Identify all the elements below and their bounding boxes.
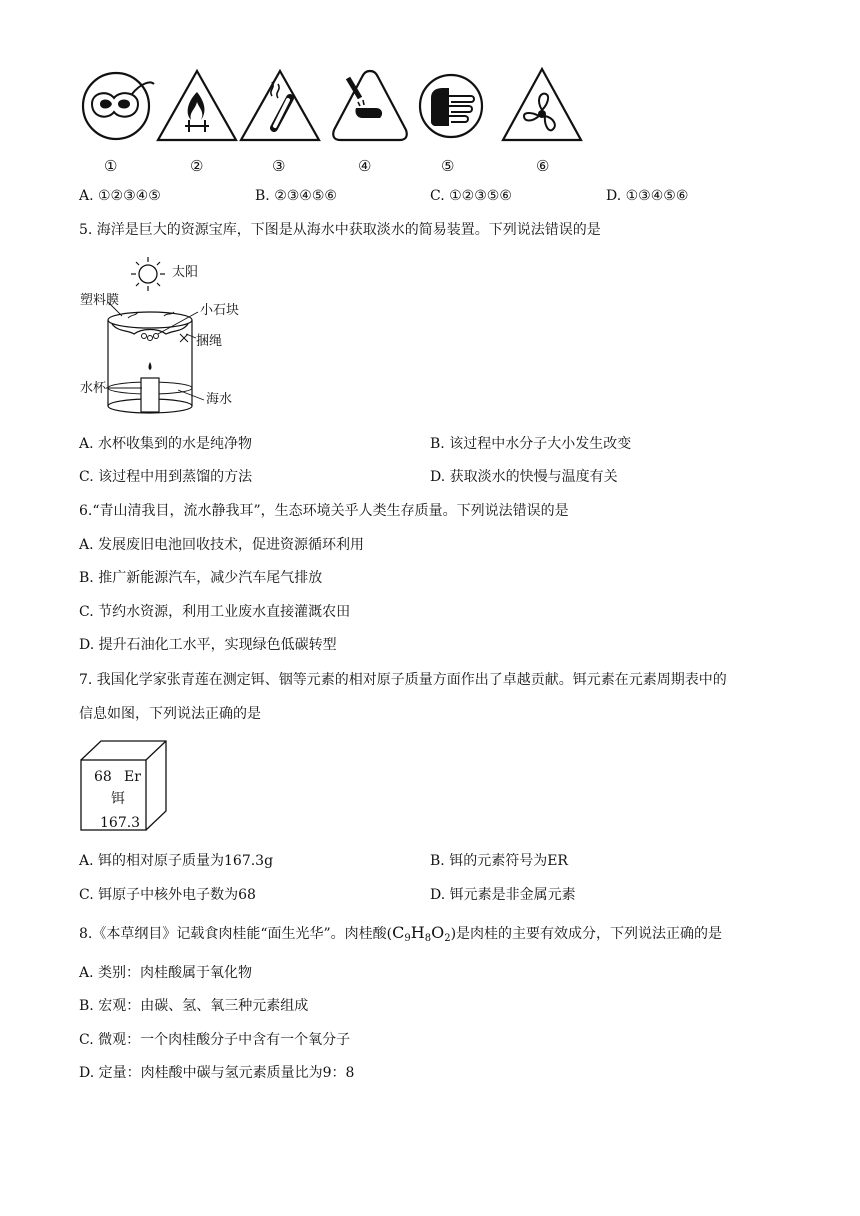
- q8-option-a[interactable]: A. 类别：肉桂酸属于氧化物: [79, 965, 253, 981]
- label-sea: 海水: [206, 392, 233, 407]
- sign-label-6: ⑥: [536, 157, 550, 175]
- label-sun: 太阳: [172, 265, 199, 280]
- q7-option-b[interactable]: B. 铒的元素符号为ER: [430, 853, 568, 869]
- hot-surface-icon: [238, 68, 322, 144]
- q6-option-a[interactable]: A. 发展废旧电池回收技术，促进资源循环利用: [79, 537, 365, 553]
- q8-option-c[interactable]: C. 微观：一个肉桂酸分子中含有一个氧分子: [79, 1032, 351, 1048]
- q4-option-d[interactable]: D. ①③④⑤⑥: [606, 188, 689, 204]
- q7-option-d[interactable]: D. 铒元素是非金属元素: [430, 887, 576, 903]
- sign-label-2: ②: [190, 157, 204, 175]
- q5-option-b[interactable]: B. 该过程中水分子大小发生改变: [430, 436, 632, 452]
- ventilation-icon: [500, 66, 584, 144]
- q6-option-b[interactable]: B. 推广新能源汽车，减少汽车尾气排放: [79, 570, 323, 586]
- q6-option-c[interactable]: C. 节约水资源，利用工业废水直接灌溉农田: [79, 604, 351, 620]
- cinnamic-acid-formula: $C_9H_8O_2$: [392, 923, 451, 944]
- q8-option-d[interactable]: D. 定量：肉桂酸中碳与氢元素质量比为9：8: [79, 1065, 355, 1081]
- q4-option-b[interactable]: B. ②③④⑤⑥: [255, 188, 337, 204]
- element-number: 68: [94, 769, 112, 785]
- q8-option-b[interactable]: B. 宏观：由碳、氢、氧三种元素组成: [79, 998, 309, 1014]
- sun-icon: [131, 257, 165, 291]
- q6-option-d[interactable]: D. 提升石油化工水平，实现绿色低碳转型: [79, 637, 337, 653]
- sign-label-1: ①: [104, 157, 118, 175]
- q8-stem: [79, 924, 722, 948]
- element-mass: 167.3: [100, 815, 141, 831]
- q4-option-a[interactable]: A. ①②③④⑤: [79, 188, 161, 204]
- label-film: 塑料膜: [80, 293, 120, 308]
- label-cup: 水杯: [80, 381, 107, 396]
- label-stone: 小石块: [200, 303, 240, 318]
- q8-stem-after: )是肉桂的主要有效成分，下列说法正确的是: [450, 926, 723, 942]
- flammable-icon: [155, 68, 239, 144]
- wash-hands-icon: [417, 70, 487, 142]
- q5-option-d[interactable]: D. 获取淡水的快慢与温度有关: [430, 469, 618, 485]
- q7-stem-line-2: 信息如图，下列说法正确的是: [79, 706, 261, 722]
- corrosive-icon: [330, 68, 410, 144]
- q6-stem: 6.“青山清我目，流水静我耳”，生态环境关乎人类生存质量。下列说法错误的是: [79, 503, 569, 519]
- element-name: 铒: [111, 791, 125, 807]
- label-rope: 捆绳: [196, 334, 223, 349]
- element-symbol: Er: [124, 769, 141, 785]
- no-eating-icon: [78, 70, 158, 142]
- q4-option-c[interactable]: C. ①②③⑤⑥: [430, 188, 512, 204]
- sign-label-5: ⑤: [441, 157, 455, 175]
- q5-option-c[interactable]: C. 该过程中用到蒸馏的方法: [79, 469, 253, 485]
- sign-label-4: ④: [358, 157, 372, 175]
- q8-stem-before: 8.《本草纲目》记载食肉桂能“面生光华”。肉桂酸(: [79, 926, 393, 942]
- q5-stem: 5. 海洋是巨大的资源宝库，下图是从海水中获取淡水的简易装置。下列说法错误的是: [79, 222, 601, 238]
- q5-option-a[interactable]: A. 水杯收集到的水是纯净物: [79, 436, 253, 452]
- q7-stem-line-1: 7. 我国化学家张青莲在测定铒、铟等元素的相对原子质量方面作出了卓越贡献。铒元素在元素周期表中的: [79, 672, 727, 688]
- q7-option-c[interactable]: C. 铒原子中核外电子数为68: [79, 887, 256, 903]
- q7-option-a[interactable]: A. 铒的相对原子质量为167.3g: [79, 853, 274, 869]
- sign-label-3: ③: [272, 157, 286, 175]
